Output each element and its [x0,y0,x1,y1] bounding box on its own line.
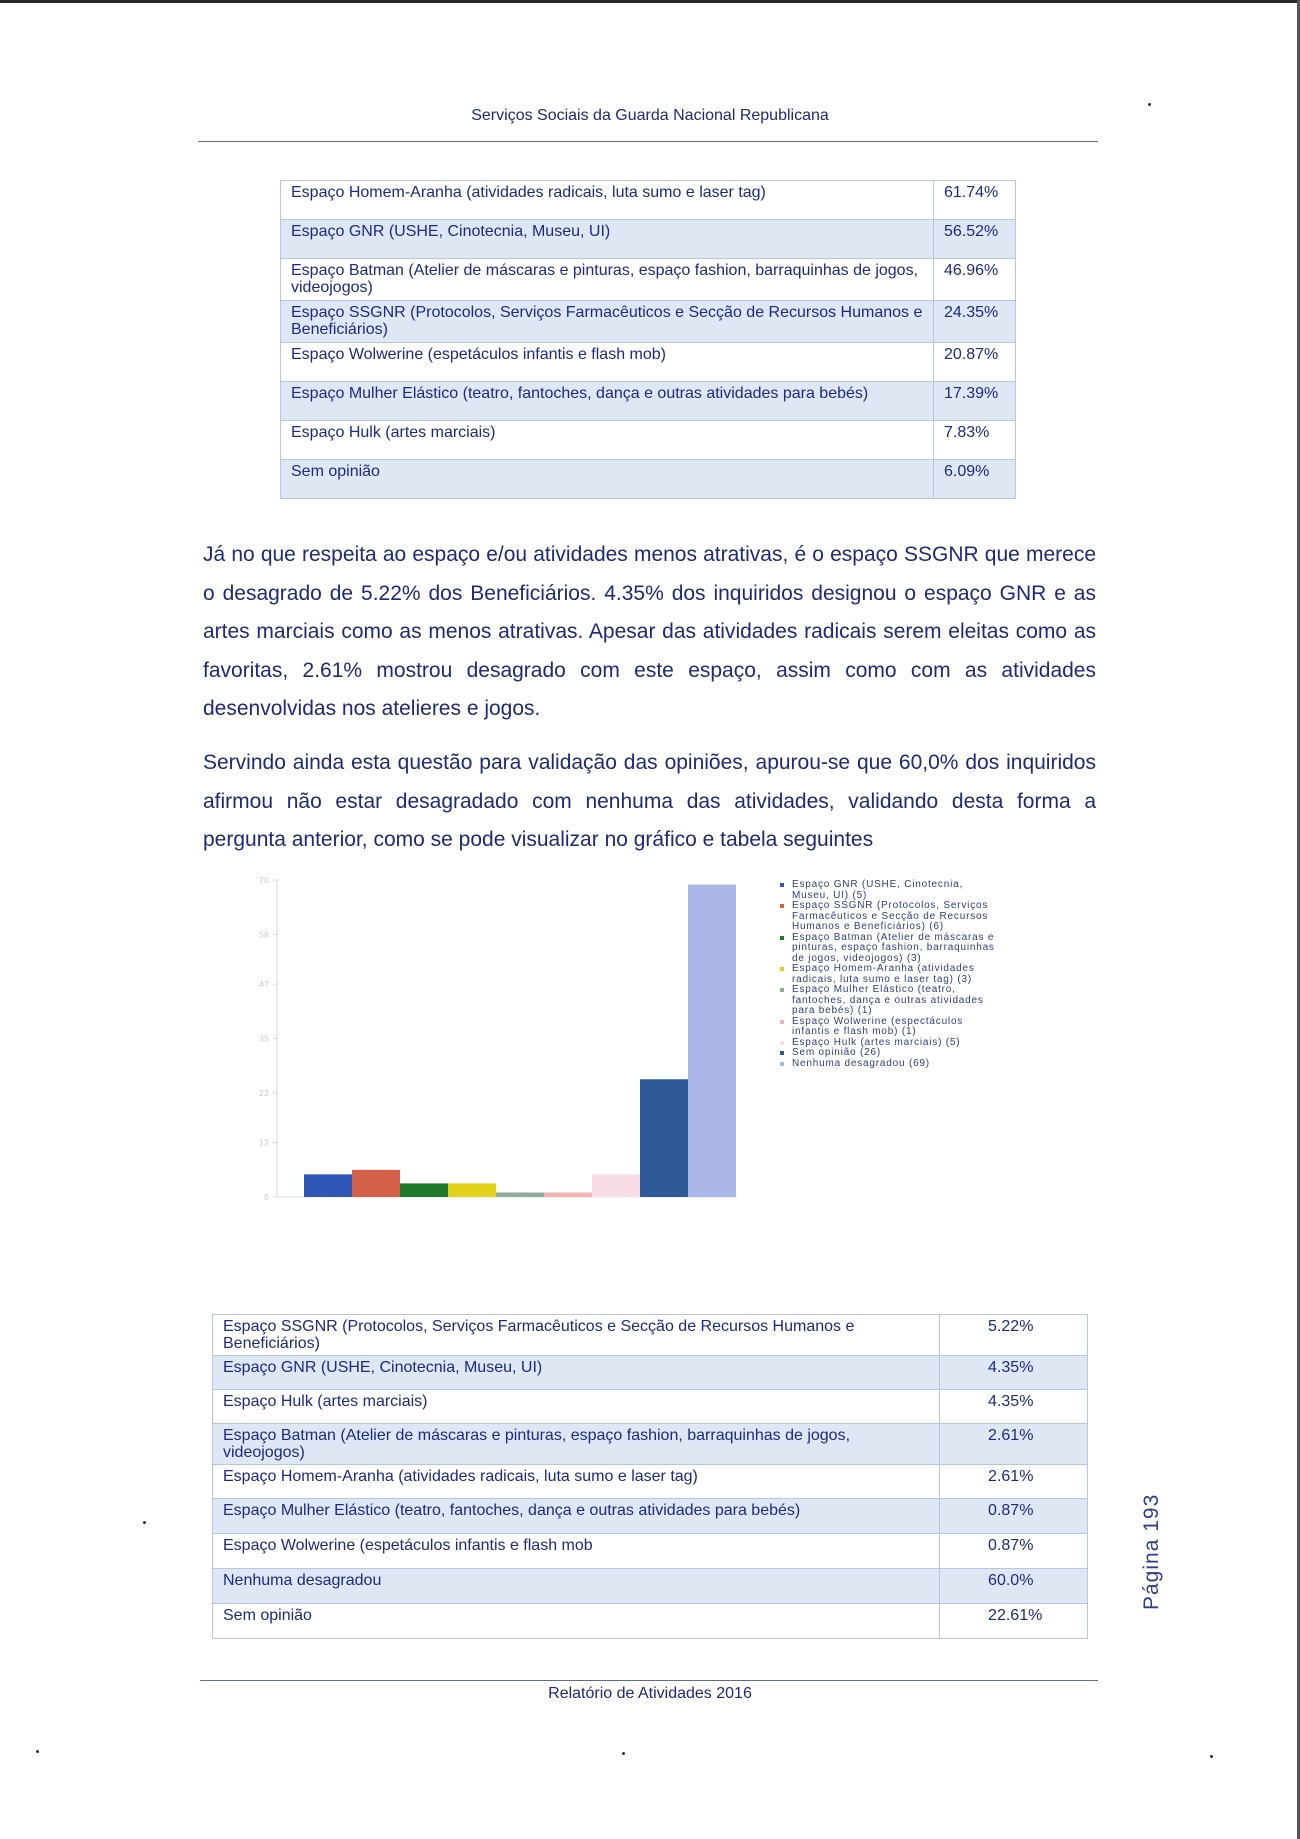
page-number: Página 193 [1140,1493,1163,1610]
table-cell-label: Sem opinião [281,460,934,499]
page-footer: Relatório de Atividades 2016 [548,1685,752,1702]
legend-label: Espaço Batman (Atelier de máscaras e pinturas, espaço fashion, barraquinhas de jogos, videojogos) (3) [792,931,995,964]
table-row [213,1499,1088,1534]
table-cell-value: 22.61% [940,1604,1088,1639]
table-row [281,220,1016,259]
table-cell-value: 17.39% [934,382,1016,421]
table-cell-label: Espaço Mulher Elástico (teatro, fantoches, dança e outras atividades para bebés) [281,382,934,421]
table-cell-label: Espaço GNR (USHE, Cinotecnia, Museu, UI) [213,1356,940,1390]
y-tick-label: 12 [258,1138,269,1148]
table-cell-label: Espaço Hulk (artes marciais) [281,421,934,460]
table-cell-value: 5.22% [940,1315,1088,1356]
table-cell-label: Espaço Batman (Atelier de máscaras e pinturas, espaço fashion, barraquinhas de jogos, videojogos) [213,1424,940,1465]
legend-label: Sem opinião (26) [792,1047,881,1058]
table-row [213,1569,1088,1604]
table-row [281,343,1016,382]
table-row [281,301,1016,343]
table-cell-value: 24.35% [934,301,1016,343]
y-tick-label: 58 [258,930,269,940]
y-tick-label: 0 [263,1193,269,1202]
legend-label: Espaço Hulk (artes marciais) (5) [792,1036,961,1048]
bar [640,1079,688,1197]
legend-label: Nenhuma desagradou (69) [792,1057,930,1069]
table-cell-label: Sem opinião [213,1604,940,1639]
y-tick-label: 23 [258,1088,269,1098]
table-cell-label: Espaço SSGNR (Protocolos, Serviços Farmacêuticos e Secção de Recursos Humanos e Beneficiários) [213,1315,940,1356]
table-row [213,1604,1088,1639]
table-row [213,1315,1088,1356]
table-cell-value: 61.74% [934,181,1016,220]
header-rule [198,141,1098,142]
scan-speck [143,1521,146,1524]
table-row [213,1534,1088,1569]
bar-chart-svg [250,872,770,1212]
table-cell-label: Espaço Wolwerine (espetáculos infantis e flash mob) [281,343,934,382]
bar [448,1183,496,1197]
table-cell-value: 4.35% [940,1356,1088,1390]
bar [304,1174,352,1197]
table-row [281,421,1016,460]
table-cell-label: Espaço Hulk (artes marciais) [213,1390,940,1424]
table-cell-value: 2.61% [940,1465,1088,1499]
legend-item [778,964,998,985]
chart-legend [778,880,998,1069]
scan-speck [36,1750,39,1753]
bar [352,1170,400,1197]
table-cell-value: 4.35% [940,1390,1088,1424]
legend-swatch [780,883,784,887]
legend-swatch [780,988,784,992]
legend-item [778,880,998,901]
bar [544,1192,592,1197]
table-row [281,460,1016,499]
legend-swatch [780,1020,784,1024]
paragraph-text: Servindo ainda esta questão para validação das opiniões, apurou-se que 60,0% dos inquiridos afirmou não estar desagradado com nenhuma das atividades, validando desta forma a pergunta anterior, como se pode visualizar no gráfico e tabela seguintes [203,751,1096,851]
table-cell-value: 20.87% [934,343,1016,382]
y-tick-label: 47 [258,980,269,990]
table-cell-label: Espaço Homem-Aranha (atividades radicais, luta sumo e laser tag) [213,1465,940,1499]
table-cell-value: 2.61% [940,1424,1088,1465]
page-header: Serviços Sociais da Guarda Nacional Republicana [471,107,829,124]
legend-swatch [780,936,784,940]
table-row [281,259,1016,301]
bar [592,1174,640,1197]
table-row [213,1424,1088,1465]
favorites-table [280,180,1016,499]
least-attractive-table [212,1314,1088,1639]
table-row [213,1356,1088,1390]
y-tick-label: 70 [258,876,269,885]
table-cell-value: 6.09% [934,460,1016,499]
scan-speck [1148,103,1151,106]
legend-label: Espaço Wolwerine (espectáculos infantis e flash mob) (1) [792,1015,964,1037]
table-cell-value: 0.87% [940,1499,1088,1534]
legend-label: Espaço GNR (USHE, Cinotecnia, Museu, UI) (5) [792,879,964,901]
table-row [281,382,1016,421]
legend-label: Espaço Mulher Elástico (teatro, fantoches, dança e outras atividades para bebés) (1) [792,984,984,1016]
table-cell-label: Espaço Mulher Elástico (teatro, fantoches, dança e outras atividades para bebés) [213,1499,940,1534]
legend-item [778,985,998,1017]
table-cell-label: Espaço Homem-Aranha (atividades radicais, luta sumo e laser tag) [281,181,934,220]
y-tick-label: 35 [258,1034,269,1044]
footer-rule [200,1680,1098,1681]
table-cell-value: 60.0% [940,1569,1088,1604]
bar [400,1183,448,1197]
legend-label: Espaço SSGNR (Protocolos, Serviços Farmacêuticos e Secção de Recursos Humanos e Beneficiários) (6) [792,900,989,932]
legend-swatch [780,1062,784,1066]
legend-swatch [780,1041,784,1045]
paragraph-validation [203,744,1096,860]
table-cell-value: 0.87% [940,1534,1088,1569]
legend-item [778,901,998,933]
table-row [213,1465,1088,1499]
legend-swatch [780,967,784,971]
table-cell-label: Espaço Wolwerine (espetáculos infantis e flash mob [213,1534,940,1569]
scan-speck [622,1752,625,1755]
table-cell-label: Espaço SSGNR (Protocolos, Serviços Farmacêuticos e Secção de Recursos Humanos e Beneficiários) [281,301,934,343]
table-cell-label: Nenhuma desagradou [213,1569,940,1604]
table-cell-label: Espaço Batman (Atelier de máscaras e pinturas, espaço fashion, barraquinhas de jogos, videojogos) [281,259,934,301]
legend-label: Espaço Homem-Aranha (atividades radicais, luta sumo e laser tag) (3) [792,963,975,985]
legend-item [778,1017,998,1038]
legend-item [778,933,998,965]
legend-swatch [780,904,784,908]
table-cell-value: 7.83% [934,421,1016,460]
legend-swatch [780,1051,784,1055]
table-cell-label: Espaço GNR (USHE, Cinotecnia, Museu, UI) [281,220,934,259]
bar [496,1192,544,1197]
paragraph-least-attractive [203,536,1096,729]
legend-item [778,1059,998,1070]
table-cell-value: 56.52% [934,220,1016,259]
scan-speck [1210,1755,1213,1758]
paragraph-text: Já no que respeita ao espaço e/ou atividades menos atrativas, é o espaço SSGNR que merece o desagrado de 5.22% dos Beneficiários. 4.35% dos inquiridos designou o espaço GNR e as artes marciais como as menos atrativas. Apesar das atividades radicais serem eleitas como as favoritas, 2.61% mostrou desagrado com este espaço, assim como com as atividades desenvolvidas nos atelieres e jogos. [203,543,1096,720]
bar [688,885,736,1197]
table-cell-value: 46.96% [934,259,1016,301]
table-row [281,181,1016,220]
scan-border-top [0,0,1300,3]
table-row [213,1390,1088,1424]
